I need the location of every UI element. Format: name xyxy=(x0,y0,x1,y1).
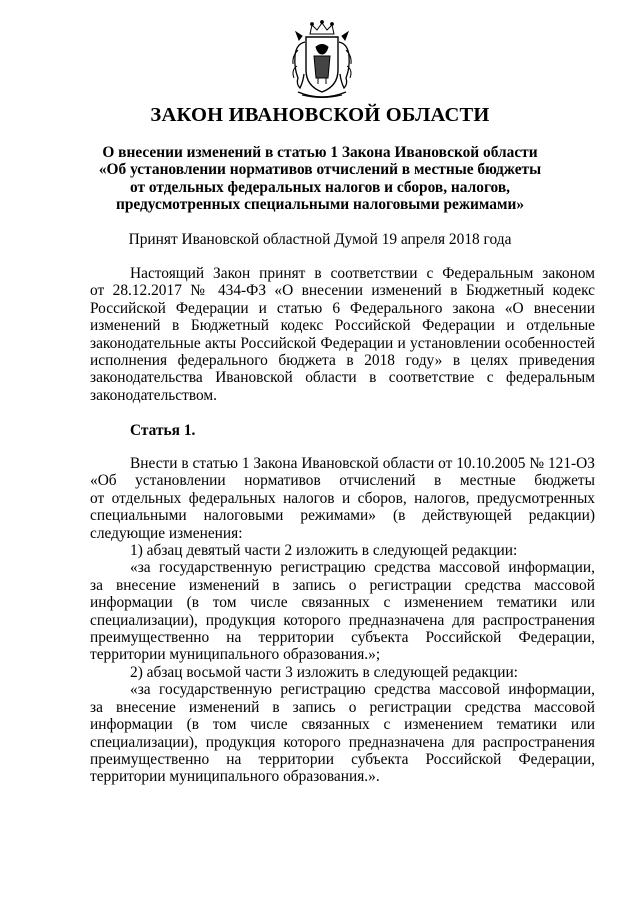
preamble-paragraph xyxy=(90,265,595,404)
paragraph-line: изменений в Бюджетный кодекс Российской Федерации и отдельные xyxy=(90,317,595,335)
paragraph-line: исполнения федерального бюджета в 2018 году» в целях приведения xyxy=(90,352,595,370)
document-title: ЗАКОН ИВАНОВСКОЙ ОБЛАСТИ xyxy=(150,104,490,126)
paragraph-line: от отдельных федеральных налогов и сборов, налогов, предусмотренных xyxy=(90,489,595,507)
paragraph-line: «Об установлении нормативов отчислений в местные бюджеты xyxy=(90,472,595,490)
subtitle-line: предусмотренных специальными налоговыми режимами» xyxy=(115,195,525,213)
quote-line: за внесение изменений в запись о регистрации средства массовой xyxy=(90,698,595,716)
paragraph-line: законодательством. xyxy=(90,386,218,404)
article-heading: Статья 1. xyxy=(130,422,196,439)
quote-line: информации (в том числе связанных с изменением тематики или xyxy=(90,594,595,612)
quote-line: специализации), продукция которого предназначена для распространения xyxy=(90,733,595,751)
paragraph-line: от 28.12.2017 № 434-ФЗ «О внесении изменений в Бюджетный кодекс xyxy=(90,282,595,300)
adoption-line: Принят Ивановской областной Думой 19 апреля 2018 года xyxy=(128,231,512,248)
paragraph-line: специальными налоговыми режимами» (в действующей редакции) xyxy=(90,507,595,525)
quote-line: территории муниципального образования.»; xyxy=(90,646,381,664)
paragraph-line: законодательные акты Российской Федерации и установлении особенностей xyxy=(90,334,595,352)
quote-line: информации (в том числе связанных с изменением тематики или xyxy=(90,716,595,734)
quote-line: за внесение изменений в запись о регистрации средства массовой xyxy=(90,576,595,594)
article-body xyxy=(90,455,595,786)
document-subtitle xyxy=(80,144,560,213)
quote-line: преимущественно на территории субъекта Российской Федерации, xyxy=(90,750,595,768)
paragraph-line: Настоящий Закон принят в соответствии с Федеральным законом xyxy=(130,265,595,282)
subtitle-line: от отдельных федеральных налогов и сборов, налогов, xyxy=(129,178,511,196)
subtitle-line: О внесении изменений в статью 1 Закона Ивановской области xyxy=(102,144,538,161)
item-lead: 1) абзац девятый части 2 изложить в следующей редакции: xyxy=(130,542,518,560)
quote-line: специализации), продукция которого предназначена для распространения xyxy=(90,611,595,629)
quote-line: «за государственную регистрацию средства массовой информации, xyxy=(130,559,595,577)
paragraph-line: Российской Федерации и статью 6 Федерального закона «О внесении xyxy=(90,299,595,317)
quote-line: «за государственную регистрацию средства массовой информации, xyxy=(130,681,595,699)
item-lead: 2) абзац восьмой части 3 изложить в следующей редакции: xyxy=(130,663,518,681)
coat-of-arms-icon xyxy=(288,20,356,100)
paragraph-line: Внести в статью 1 Закона Ивановской области от 10.10.2005 № 121-ОЗ xyxy=(130,455,595,472)
quote-line: преимущественно на территории субъекта Российской Федерации, xyxy=(90,629,595,647)
paragraph-line: следующие изменения: xyxy=(90,524,243,542)
quote-line: территории муниципального образования.». xyxy=(90,768,380,786)
paragraph-line: законодательства Ивановской области в соответствие с федеральным xyxy=(90,369,595,387)
subtitle-line: «Об установлении нормативов отчислений в местные бюджеты xyxy=(98,161,542,179)
